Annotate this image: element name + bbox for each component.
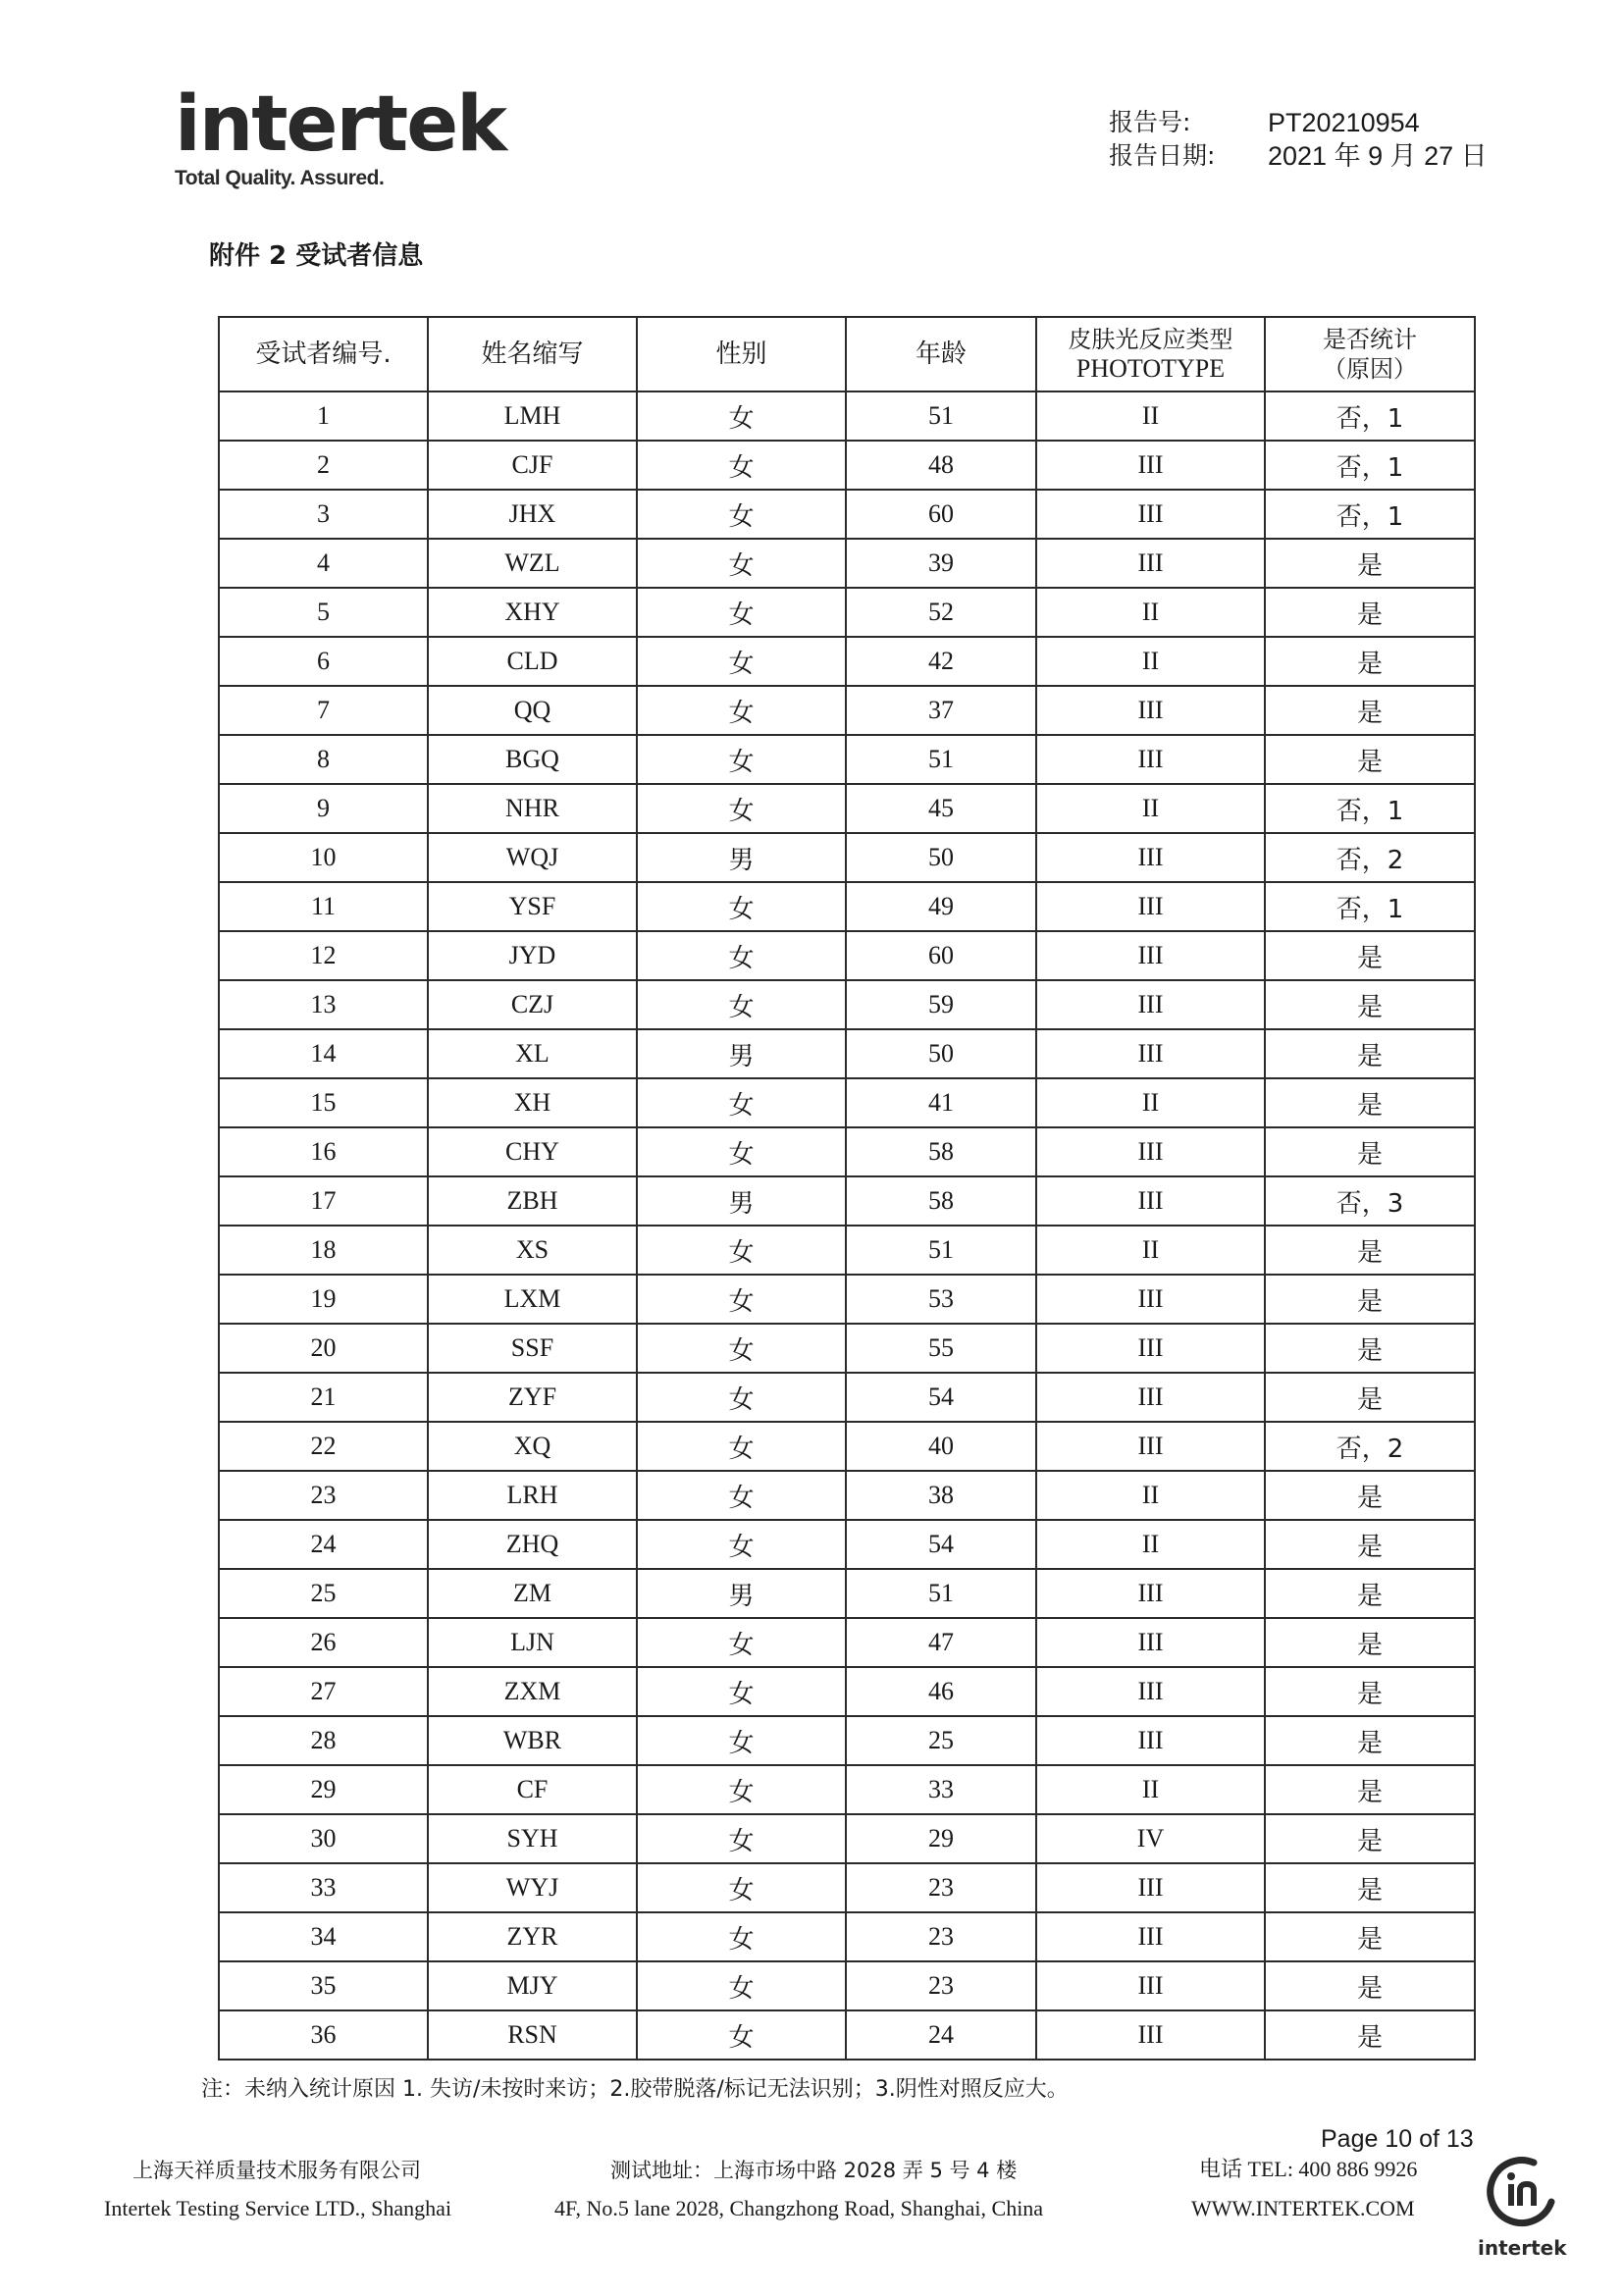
cell-counted: 否，1: [1265, 784, 1475, 833]
cell-gender: 男: [637, 1569, 846, 1618]
cell-gender: 女: [637, 1275, 846, 1324]
cell-gender: 男: [637, 1176, 846, 1226]
cell-counted: 是: [1265, 637, 1475, 686]
cell-subject-no: 29: [219, 1765, 428, 1814]
cell-name-abbr: XH: [428, 1078, 637, 1127]
header-subject-no: 受试者编号.: [219, 317, 428, 391]
cell-phototype: III: [1036, 1422, 1265, 1471]
table-row: [219, 1569, 1475, 1618]
cell-counted: 是: [1265, 2010, 1475, 2060]
cell-age: 23: [846, 1863, 1036, 1912]
cell-age: 42: [846, 637, 1036, 686]
cell-gender: 女: [637, 784, 846, 833]
cell-counted: 是: [1265, 1127, 1475, 1176]
cell-phototype: III: [1036, 1912, 1265, 1961]
subjects-table: [218, 316, 1476, 2061]
cell-subject-no: 26: [219, 1618, 428, 1667]
cell-gender: 女: [637, 2010, 846, 2060]
cell-subject-no: 28: [219, 1716, 428, 1765]
cell-name-abbr: CZJ: [428, 980, 637, 1029]
cell-age: 51: [846, 1226, 1036, 1275]
cell-name-abbr: SYH: [428, 1814, 637, 1863]
intertek-logo: [175, 80, 505, 190]
cell-name-abbr: ZBH: [428, 1176, 637, 1226]
cell-counted: 是: [1265, 1471, 1475, 1520]
cell-subject-no: 5: [219, 588, 428, 637]
cell-name-abbr: SSF: [428, 1324, 637, 1373]
cell-age: 50: [846, 1029, 1036, 1078]
cell-name-abbr: YSF: [428, 882, 637, 931]
cell-name-abbr: JYD: [428, 931, 637, 980]
table-row: [219, 539, 1475, 588]
report-meta: [1109, 106, 1488, 173]
cell-phototype: III: [1036, 1863, 1265, 1912]
report-date-label: 报告日期:: [1109, 141, 1216, 170]
cell-phototype: III: [1036, 1569, 1265, 1618]
cell-phototype: III: [1036, 490, 1265, 539]
table-row: [219, 1127, 1475, 1176]
cell-gender: 女: [637, 1078, 846, 1127]
cell-phototype: III: [1036, 1667, 1265, 1716]
cell-name-abbr: WYJ: [428, 1863, 637, 1912]
cell-subject-no: 18: [219, 1226, 428, 1275]
table-row: [219, 490, 1475, 539]
cell-age: 51: [846, 391, 1036, 441]
cell-name-abbr: WQJ: [428, 833, 637, 882]
cell-name-abbr: ZYR: [428, 1912, 637, 1961]
cell-phototype: III: [1036, 1176, 1265, 1226]
cell-phototype: III: [1036, 1961, 1265, 2010]
cell-phototype: III: [1036, 1127, 1265, 1176]
cell-subject-no: 23: [219, 1471, 428, 1520]
cell-subject-no: 16: [219, 1127, 428, 1176]
cell-age: 52: [846, 588, 1036, 637]
table-row: [219, 980, 1475, 1029]
cell-name-abbr: MJY: [428, 1961, 637, 2010]
table-row: [219, 1422, 1475, 1471]
cell-name-abbr: CF: [428, 1765, 637, 1814]
cell-counted: 是: [1265, 1961, 1475, 2010]
cell-age: 37: [846, 686, 1036, 735]
cell-name-abbr: XQ: [428, 1422, 637, 1471]
cell-counted: 否，3: [1265, 1176, 1475, 1226]
cell-counted: 否，1: [1265, 490, 1475, 539]
cell-age: 48: [846, 441, 1036, 490]
cell-subject-no: 6: [219, 637, 428, 686]
cell-counted: 是: [1265, 1324, 1475, 1373]
table-row: [219, 1078, 1475, 1127]
cell-gender: 女: [637, 686, 846, 735]
cell-gender: 女: [637, 931, 846, 980]
cell-age: 50: [846, 833, 1036, 882]
cell-name-abbr: WZL: [428, 539, 637, 588]
cell-gender: 女: [637, 539, 846, 588]
cell-age: 55: [846, 1324, 1036, 1373]
cell-subject-no: 1: [219, 391, 428, 441]
table-row: [219, 833, 1475, 882]
cell-subject-no: 9: [219, 784, 428, 833]
cell-age: 23: [846, 1961, 1036, 2010]
cell-phototype: III: [1036, 1618, 1265, 1667]
cell-phototype: II: [1036, 1226, 1265, 1275]
cell-phototype: IV: [1036, 1814, 1265, 1863]
cell-name-abbr: RSN: [428, 2010, 637, 2060]
cell-phototype: III: [1036, 833, 1265, 882]
header-phototype-cn: 皮肤光反应类型: [1068, 326, 1233, 353]
cell-subject-no: 30: [219, 1814, 428, 1863]
table-row: [219, 441, 1475, 490]
cell-name-abbr: NHR: [428, 784, 637, 833]
cell-phototype: III: [1036, 882, 1265, 931]
table-row: [219, 686, 1475, 735]
table-row: [219, 2010, 1475, 2060]
cell-counted: 是: [1265, 735, 1475, 784]
footer-address-cn: 测试地址：上海市场中路 2028 弄 5 号 4 楼: [610, 2159, 1018, 2182]
cell-name-abbr: XS: [428, 1226, 637, 1275]
cell-phototype: III: [1036, 931, 1265, 980]
cell-counted: 是: [1265, 980, 1475, 1029]
cell-phototype: II: [1036, 391, 1265, 441]
cell-counted: 是: [1265, 1863, 1475, 1912]
cell-name-abbr: ZM: [428, 1569, 637, 1618]
cell-name-abbr: XHY: [428, 588, 637, 637]
table-row: [219, 1029, 1475, 1078]
footer-logo: [1478, 2151, 1566, 2260]
cell-age: 38: [846, 1471, 1036, 1520]
cell-gender: 女: [637, 735, 846, 784]
cell-counted: 是: [1265, 1716, 1475, 1765]
page-number: Page 10 of 13: [1321, 2125, 1474, 2153]
cell-name-abbr: XL: [428, 1029, 637, 1078]
cell-phototype: II: [1036, 1078, 1265, 1127]
cell-phototype: III: [1036, 980, 1265, 1029]
cell-name-abbr: BGQ: [428, 735, 637, 784]
table-row: [219, 1912, 1475, 1961]
cell-counted: 是: [1265, 1373, 1475, 1422]
cell-gender: 女: [637, 1422, 846, 1471]
table-row: [219, 1618, 1475, 1667]
header-age: 年龄: [846, 317, 1036, 391]
cell-phototype: III: [1036, 539, 1265, 588]
cell-gender: 女: [637, 1127, 846, 1176]
cell-age: 45: [846, 784, 1036, 833]
cell-gender: 女: [637, 1667, 846, 1716]
cell-subject-no: 4: [219, 539, 428, 588]
table-row: [219, 931, 1475, 980]
table-row: [219, 1520, 1475, 1569]
cell-counted: 是: [1265, 931, 1475, 980]
cell-gender: 女: [637, 1716, 846, 1765]
cell-subject-no: 13: [219, 980, 428, 1029]
cell-gender: 女: [637, 391, 846, 441]
cell-subject-no: 33: [219, 1863, 428, 1912]
cell-subject-no: 10: [219, 833, 428, 882]
cell-counted: 是: [1265, 1912, 1475, 1961]
footer-tel: 电话 TEL: 400 886 9926: [1199, 2157, 1418, 2181]
cell-counted: 是: [1265, 1569, 1475, 1618]
cell-age: 51: [846, 735, 1036, 784]
cell-phototype: II: [1036, 1471, 1265, 1520]
report-number-row: [1109, 106, 1488, 139]
cell-age: 46: [846, 1667, 1036, 1716]
cell-name-abbr: LJN: [428, 1618, 637, 1667]
cell-age: 49: [846, 882, 1036, 931]
cell-subject-no: 21: [219, 1373, 428, 1422]
cell-counted: 是: [1265, 1618, 1475, 1667]
cell-subject-no: 19: [219, 1275, 428, 1324]
footer-address-en: 4F, No.5 lane 2028, Changzhong Road, Shanghai, China: [554, 2196, 1044, 2220]
table-row: [219, 1324, 1475, 1373]
report-date: 2021 年 9 月 27 日: [1268, 141, 1488, 171]
cell-name-abbr: LRH: [428, 1471, 637, 1520]
cell-gender: 女: [637, 1226, 846, 1275]
cell-subject-no: 15: [219, 1078, 428, 1127]
cell-counted: 是: [1265, 1275, 1475, 1324]
cell-counted: 否，2: [1265, 833, 1475, 882]
cell-gender: 男: [637, 1029, 846, 1078]
cell-phototype: III: [1036, 1275, 1265, 1324]
cell-name-abbr: CJF: [428, 441, 637, 490]
cell-gender: 女: [637, 1961, 846, 2010]
cell-subject-no: 8: [219, 735, 428, 784]
table-header-row: [219, 317, 1475, 391]
cell-phototype: III: [1036, 1373, 1265, 1422]
footer-company-cn: 上海天祥质量技术服务有限公司: [132, 2159, 421, 2182]
table-row: [219, 784, 1475, 833]
cell-name-abbr: QQ: [428, 686, 637, 735]
cell-gender: 女: [637, 490, 846, 539]
table-body: [219, 391, 1475, 2060]
cell-counted: 是: [1265, 1814, 1475, 1863]
cell-gender: 女: [637, 637, 846, 686]
cell-name-abbr: LMH: [428, 391, 637, 441]
cell-subject-no: 36: [219, 2010, 428, 2060]
table-row: [219, 1814, 1475, 1863]
cell-age: 29: [846, 1814, 1036, 1863]
cell-gender: 女: [637, 980, 846, 1029]
cell-gender: 女: [637, 441, 846, 490]
cell-phototype: III: [1036, 1029, 1265, 1078]
cell-counted: 是: [1265, 1029, 1475, 1078]
cell-name-abbr: WBR: [428, 1716, 637, 1765]
table-row: [219, 1961, 1475, 2010]
cell-gender: 女: [637, 588, 846, 637]
cell-subject-no: 2: [219, 441, 428, 490]
table-row: [219, 391, 1475, 441]
cell-age: 53: [846, 1275, 1036, 1324]
cell-age: 58: [846, 1176, 1036, 1226]
header-gender: 性别: [637, 317, 846, 391]
cell-age: 41: [846, 1078, 1036, 1127]
logo-tagline: Total Quality. Assured.: [175, 167, 385, 189]
cell-age: 58: [846, 1127, 1036, 1176]
cell-name-abbr: CLD: [428, 637, 637, 686]
cell-subject-no: 27: [219, 1667, 428, 1716]
cell-phototype: II: [1036, 588, 1265, 637]
header-name-abbr: 姓名缩写: [428, 317, 637, 391]
cell-gender: 女: [637, 1863, 846, 1912]
cell-name-abbr: LXM: [428, 1275, 637, 1324]
header-counted-line1: 是否统计: [1323, 326, 1417, 353]
cell-gender: 女: [637, 1814, 846, 1863]
report-number-label: 报告号:: [1109, 108, 1191, 136]
cell-name-abbr: JHX: [428, 490, 637, 539]
cell-name-abbr: ZXM: [428, 1667, 637, 1716]
cell-counted: 是: [1265, 1226, 1475, 1275]
table-row: [219, 1176, 1475, 1226]
section-title: 附件 2 受试者信息: [209, 241, 424, 271]
cell-subject-no: 20: [219, 1324, 428, 1373]
cell-counted: 是: [1265, 1765, 1475, 1814]
intertek-circle-icon: [1483, 2151, 1561, 2229]
cell-phototype: III: [1036, 441, 1265, 490]
cell-subject-no: 35: [219, 1961, 428, 2010]
cell-age: 54: [846, 1373, 1036, 1422]
table-row: [219, 1667, 1475, 1716]
table-row: [219, 588, 1475, 637]
cell-subject-no: 7: [219, 686, 428, 735]
cell-age: 54: [846, 1520, 1036, 1569]
cell-phototype: III: [1036, 1716, 1265, 1765]
cell-age: 25: [846, 1716, 1036, 1765]
cell-counted: 是: [1265, 686, 1475, 735]
header-phototype-en: PHOTOTYPE: [1075, 354, 1226, 383]
cell-phototype: III: [1036, 686, 1265, 735]
cell-subject-no: 25: [219, 1569, 428, 1618]
table-row: [219, 1765, 1475, 1814]
table-row: [219, 882, 1475, 931]
table-row: [219, 1373, 1475, 1422]
cell-age: 47: [846, 1618, 1036, 1667]
cell-subject-no: 17: [219, 1176, 428, 1226]
cell-age: 24: [846, 2010, 1036, 2060]
footer-logo-wordmark: intertek: [1478, 2236, 1567, 2260]
cell-phototype: III: [1036, 2010, 1265, 2060]
cell-age: 23: [846, 1912, 1036, 1961]
cell-counted: 是: [1265, 1667, 1475, 1716]
footer-website: WWW.INTERTEK.COM: [1191, 2196, 1415, 2220]
cell-phototype: III: [1036, 1324, 1265, 1373]
cell-age: 60: [846, 931, 1036, 980]
cell-phototype: II: [1036, 637, 1265, 686]
cell-phototype: II: [1036, 784, 1265, 833]
report-date-row: [1109, 139, 1488, 173]
cell-age: 60: [846, 490, 1036, 539]
cell-subject-no: 22: [219, 1422, 428, 1471]
cell-subject-no: 3: [219, 490, 428, 539]
cell-counted: 否，1: [1265, 391, 1475, 441]
table-row: [219, 1863, 1475, 1912]
cell-phototype: II: [1036, 1765, 1265, 1814]
cell-name-abbr: CHY: [428, 1127, 637, 1176]
cell-gender: 女: [637, 1373, 846, 1422]
cell-counted: 是: [1265, 1078, 1475, 1127]
report-number: PT20210954: [1268, 108, 1420, 137]
cell-subject-no: 34: [219, 1912, 428, 1961]
cell-counted: 是: [1265, 539, 1475, 588]
table-footnote: 注：未纳入统计原因 1. 失访/未按时来访；2.胶带脱落/标记无法识别；3.阴性对照反应大。: [201, 2077, 1069, 2102]
cell-gender: 女: [637, 1765, 846, 1814]
table-row: [219, 1226, 1475, 1275]
cell-gender: 女: [637, 1471, 846, 1520]
cell-counted: 否，2: [1265, 1422, 1475, 1471]
logo-wordmark: intertek: [175, 80, 505, 169]
cell-subject-no: 11: [219, 882, 428, 931]
cell-gender: 女: [637, 1520, 846, 1569]
header-counted-line2: （原因）: [1323, 355, 1417, 383]
cell-subject-no: 12: [219, 931, 428, 980]
cell-age: 39: [846, 539, 1036, 588]
table-row: [219, 1471, 1475, 1520]
cell-subject-no: 14: [219, 1029, 428, 1078]
table-row: [219, 735, 1475, 784]
cell-age: 40: [846, 1422, 1036, 1471]
table-row: [219, 1716, 1475, 1765]
cell-name-abbr: ZHQ: [428, 1520, 637, 1569]
cell-age: 33: [846, 1765, 1036, 1814]
cell-phototype: II: [1036, 1520, 1265, 1569]
cell-subject-no: 24: [219, 1520, 428, 1569]
cell-gender: 女: [637, 1324, 846, 1373]
cell-phototype: III: [1036, 735, 1265, 784]
cell-counted: 是: [1265, 588, 1475, 637]
header-phototype: [1036, 317, 1265, 391]
cell-gender: 女: [637, 882, 846, 931]
cell-counted: 是: [1265, 1520, 1475, 1569]
cell-gender: 女: [637, 1912, 846, 1961]
cell-counted: 否，1: [1265, 882, 1475, 931]
table-row: [219, 1275, 1475, 1324]
header-counted: [1265, 317, 1475, 391]
table-row: [219, 637, 1475, 686]
cell-gender: 男: [637, 833, 846, 882]
cell-gender: 女: [637, 1618, 846, 1667]
cell-age: 51: [846, 1569, 1036, 1618]
cell-age: 59: [846, 980, 1036, 1029]
cell-name-abbr: ZYF: [428, 1373, 637, 1422]
cell-counted: 否，1: [1265, 441, 1475, 490]
footer-company-en: Intertek Testing Service LTD., Shanghai: [104, 2196, 452, 2220]
